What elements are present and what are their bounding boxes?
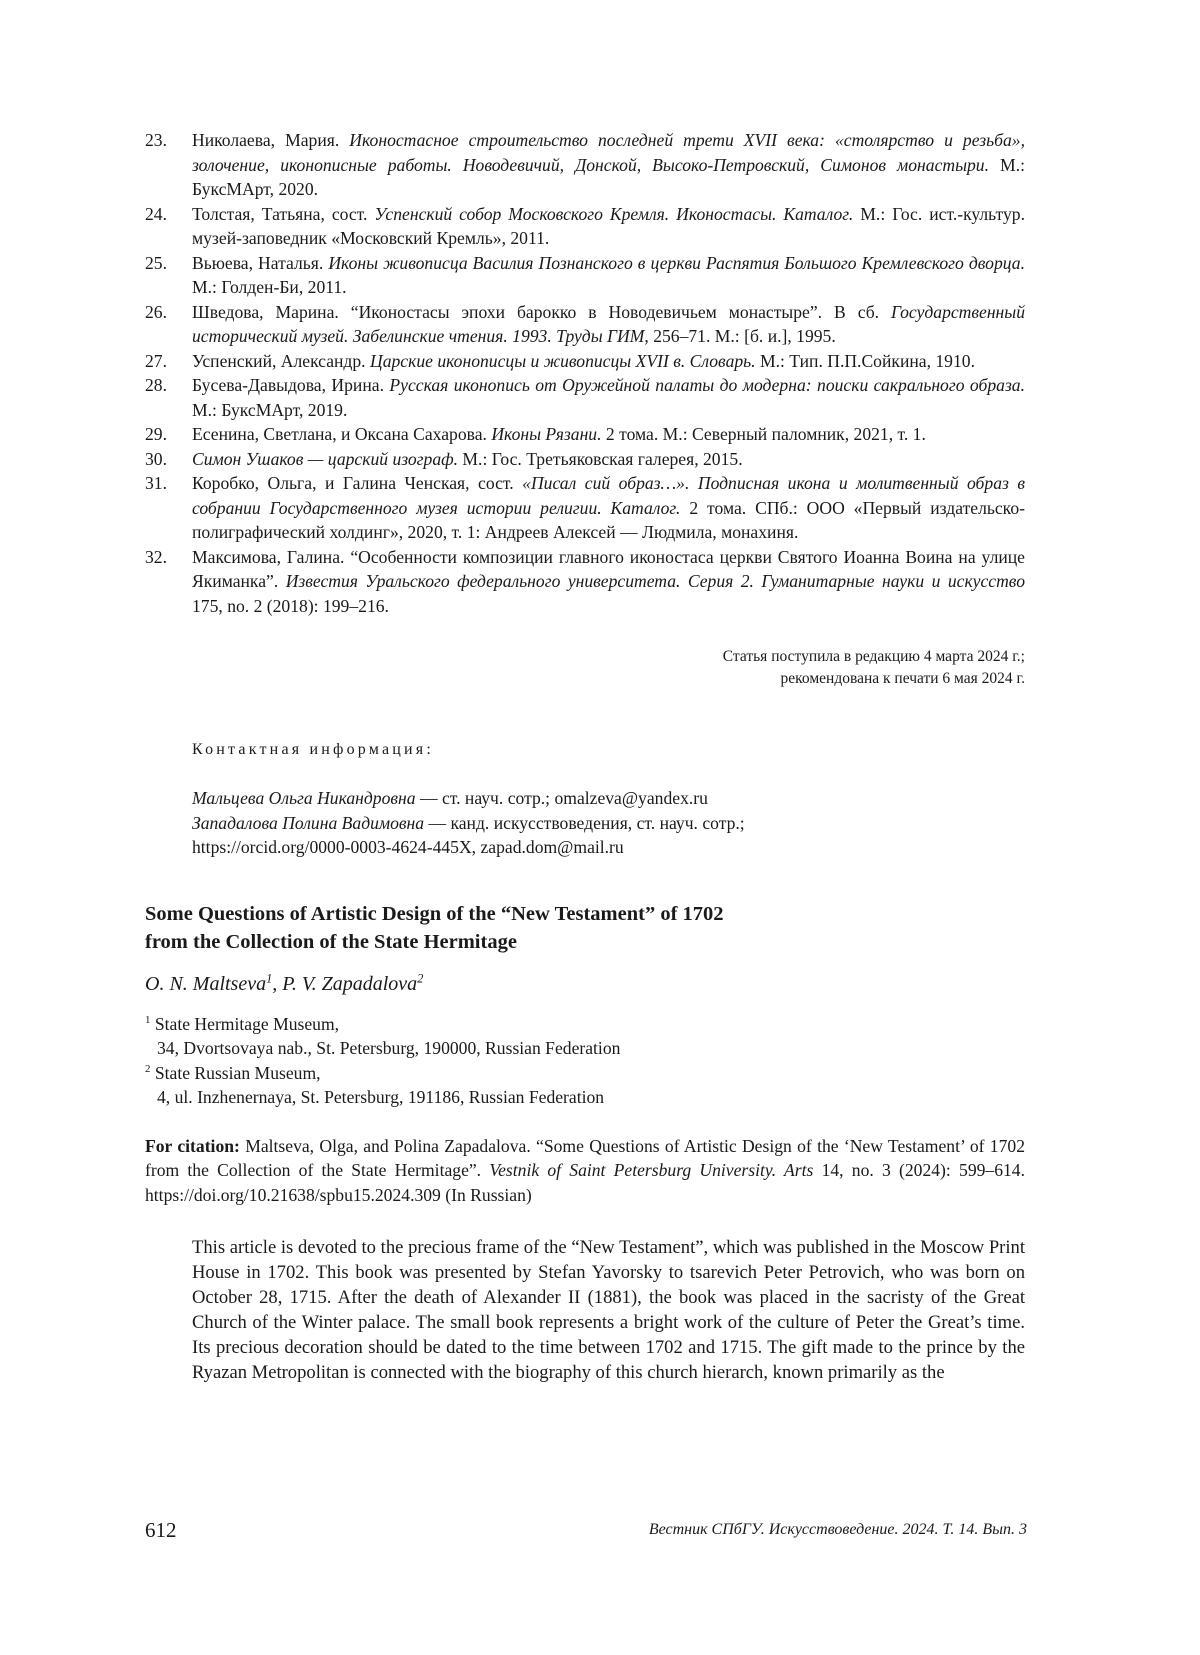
affiliation-1-sup: 1 bbox=[145, 1013, 151, 1026]
reference-title: Иконы живописца Василия Познанского в церкви Распятия Большого Кремлевского дворца. bbox=[328, 252, 1025, 273]
reference-text: Николаева, Мария. bbox=[192, 130, 350, 150]
received-line-2: рекомендована к печати 6 мая 2024 г. bbox=[780, 670, 1025, 687]
reference-item bbox=[145, 251, 1025, 300]
reference-title: Известия Уральского федерального университета. Серия 2. Гуманитарные науки и искусство bbox=[285, 571, 1026, 591]
affiliation-1 bbox=[145, 1012, 1025, 1037]
contact-heading: Контактная информация: bbox=[192, 741, 435, 758]
reference-number: 24. bbox=[145, 203, 167, 224]
reference-item bbox=[145, 447, 1025, 472]
reference-title: «Писал сий образ…». Подписная икона и молитвенный образ в собрании Государственного музея истории религии. Каталог. bbox=[192, 473, 1025, 518]
received-line-1: Статья поступила в редакцию 4 марта 2024 г.; bbox=[722, 648, 1025, 665]
contact-author-2-name: Западалова Полина Вадимовна bbox=[192, 812, 425, 833]
reference-title: Симон Ушаков — царский изограф. bbox=[192, 448, 459, 469]
reference-number: 23. bbox=[145, 130, 167, 150]
reference-item bbox=[145, 471, 1025, 545]
contact-author-1-name: Мальцева Ольга Никандровна bbox=[192, 788, 416, 808]
reference-text: Есенина, Светлана, и Оксана Сахарова. bbox=[192, 424, 492, 444]
reference-number: 31. bbox=[145, 473, 167, 493]
reference-number: 28. bbox=[145, 375, 167, 395]
reference-number: 25. bbox=[145, 252, 167, 273]
english-title-line-2: from the Collection of the State Hermitage bbox=[145, 930, 517, 953]
reference-title: Царские иконописцы и живописцы XVII в. Словарь. bbox=[369, 350, 756, 371]
reference-title: Иконостасное строительство последней трети XVII века: «столярство и резьба», золочение, иконописные работы. Новодевичий, Донской, Высоко-Петровский, Симонов монастыри. bbox=[192, 130, 1025, 175]
citation-journal: Vestnik of Saint Petersburg University. Arts bbox=[489, 1160, 814, 1180]
contact-author-2-links: https://orcid.org/0000-0003-4624-445X, zapad.dom@mail.ru bbox=[192, 837, 624, 857]
contact-author-1-info: — ст. науч. сотр.; omalzeva@yandex.ru bbox=[415, 788, 708, 808]
reference-number: 29. bbox=[145, 424, 167, 444]
reference-text: Шведова, Марина. “Иконостасы эпохи барокко в Новодевичьем монастыре”. В сб. bbox=[192, 301, 892, 322]
author-1-sup: 1 bbox=[266, 970, 273, 985]
reference-title: Русская иконопись от Оружейной палаты до модерна: поиски сакрального образа. bbox=[389, 375, 1025, 395]
reference-text: , 256–71. М.: [б. и.], 1995. bbox=[644, 326, 836, 346]
contact-author-2 bbox=[192, 811, 1025, 836]
citation-label: For citation: bbox=[145, 1135, 240, 1156]
author-1: O. N. Maltseva bbox=[145, 972, 267, 995]
abstract: This article is devoted to the precious frame of the “New Testament”, which was published in the Moscow Print House in 1702. This book was presented by Stefan Yavorsky to tsarevich Peter Petrovich, who was born on October 28, 1715. After the death of Alexander II (1881), the book was placed in the sacristy of the Great Church of the Winter palace. The small book represents a bright work of the culture of Peter the Great’s time. Its precious decoration should be dated to the time between 1702 and 1715. The gift made to the prince by the Ryazan Metropolitan is connected with the biography of this church hierarch, known primarily as the bbox=[192, 1237, 1025, 1383]
page-number: 612 bbox=[145, 1518, 177, 1542]
reference-item bbox=[145, 373, 1025, 422]
page-content bbox=[145, 128, 1025, 1385]
received-note bbox=[145, 646, 1025, 690]
affiliation-1-address: 34, Dvortsovaya nab., St. Petersburg, 190000, Russian Federation bbox=[157, 1038, 621, 1058]
reference-title: Успенский собор Московского Кремля. Иконостасы. Каталог. bbox=[374, 203, 854, 224]
author-separator: , bbox=[272, 972, 283, 995]
reference-number: 30. bbox=[145, 448, 167, 469]
reference-text: М.: Гос. Третьяковская галерея, 2015. bbox=[458, 448, 743, 469]
citation-text: Maltseva, Olga, and Polina Zapadalova. “Some Questions of Artistic Design of the ‘New Testament’ of 1702 from the Collection of the State Hermitage”. bbox=[145, 1135, 1025, 1180]
reference-item bbox=[145, 128, 1025, 202]
reference-text: М.: БуксМАрт, 2019. bbox=[192, 399, 348, 420]
reference-item bbox=[145, 202, 1025, 251]
reference-item bbox=[145, 300, 1025, 349]
affiliation-2-address: 4, ul. Inzhenernaya, St. Petersburg, 191186, Russian Federation bbox=[157, 1087, 605, 1107]
affiliation-1-name: State Hermitage Museum, bbox=[150, 1013, 340, 1034]
english-authors bbox=[145, 970, 1025, 998]
english-title bbox=[145, 900, 1025, 956]
reference-number: 27. bbox=[145, 350, 167, 371]
author-2-sup: 2 bbox=[417, 970, 424, 985]
reference-text: Бусева-Давыдова, Ирина. bbox=[192, 375, 390, 395]
contact-author-2-info: — канд. искусствоведения, ст. науч. сотр.; bbox=[424, 812, 745, 833]
reference-text: 175, no. 2 (2018): 199–216. bbox=[192, 595, 389, 616]
reference-item bbox=[145, 545, 1025, 619]
reference-text: Вьюева, Наталья. bbox=[192, 252, 329, 273]
reference-list bbox=[145, 128, 1025, 618]
affiliation-2-name: State Russian Museum, bbox=[150, 1062, 321, 1083]
reference-text: Успенский, Александр. bbox=[192, 350, 370, 371]
reference-text: Коробко, Ольга, и Галина Ченская, сост. bbox=[192, 473, 523, 493]
affiliation-2 bbox=[145, 1061, 1025, 1086]
contact-info bbox=[145, 786, 1025, 860]
running-footer: Вестник СПбГУ. Искусствоведение. 2024. Т. 14. Вып. 3 bbox=[648, 1521, 1027, 1538]
reference-text: Толстая, Татьяна, сост. bbox=[192, 203, 375, 224]
reference-number: 26. bbox=[145, 301, 167, 322]
reference-text: М.: Голден-Би, 2011. bbox=[192, 277, 347, 297]
citation-rest: 14, no. 3 (2024): 599–614. https://doi.org/10.21638/spbu15.2024.309 (In Russian) bbox=[145, 1160, 1026, 1205]
english-title-line-1: Some Questions of Artistic Design of the “New Testament” of 1702 bbox=[145, 902, 724, 925]
reference-item bbox=[145, 422, 1025, 447]
reference-text: М.: Гос. ист.-культур. музей-заповедник «Московский Кремль», 2011. bbox=[192, 203, 1025, 248]
reference-item bbox=[145, 349, 1025, 374]
reference-text: Максимова, Галина. “Особенности композиции главного иконостаса церкви Святого Иоанна Воина на улице Якиманка”. bbox=[192, 546, 1025, 591]
reference-text: 2 тома. СПб.: ООО «Первый издательско-полиграфический холдинг», 2020, т. 1: Андреев Алексей — Людмила, монахиня. bbox=[192, 497, 1025, 542]
citation bbox=[145, 1134, 1025, 1208]
reference-text: М.: Тип. П.П.Сойкина, 1910. bbox=[755, 350, 975, 371]
contact-author-1 bbox=[192, 786, 1025, 811]
reference-number: 32. bbox=[145, 546, 167, 567]
reference-title: Иконы Рязани. bbox=[491, 424, 602, 444]
author-2: P. V. Zapadalova bbox=[282, 972, 418, 995]
reference-text: 2 тома. М.: Северный паломник, 2021, т. 1. bbox=[601, 424, 926, 444]
affiliation-2-sup: 2 bbox=[145, 1062, 151, 1075]
affiliations bbox=[145, 1012, 1025, 1110]
reference-text: М.: БуксМАрт, 2020. bbox=[192, 154, 1025, 199]
reference-title: Государственный исторический музей. Забелинские чтения. 1993. Труды ГИМ bbox=[192, 301, 1025, 346]
